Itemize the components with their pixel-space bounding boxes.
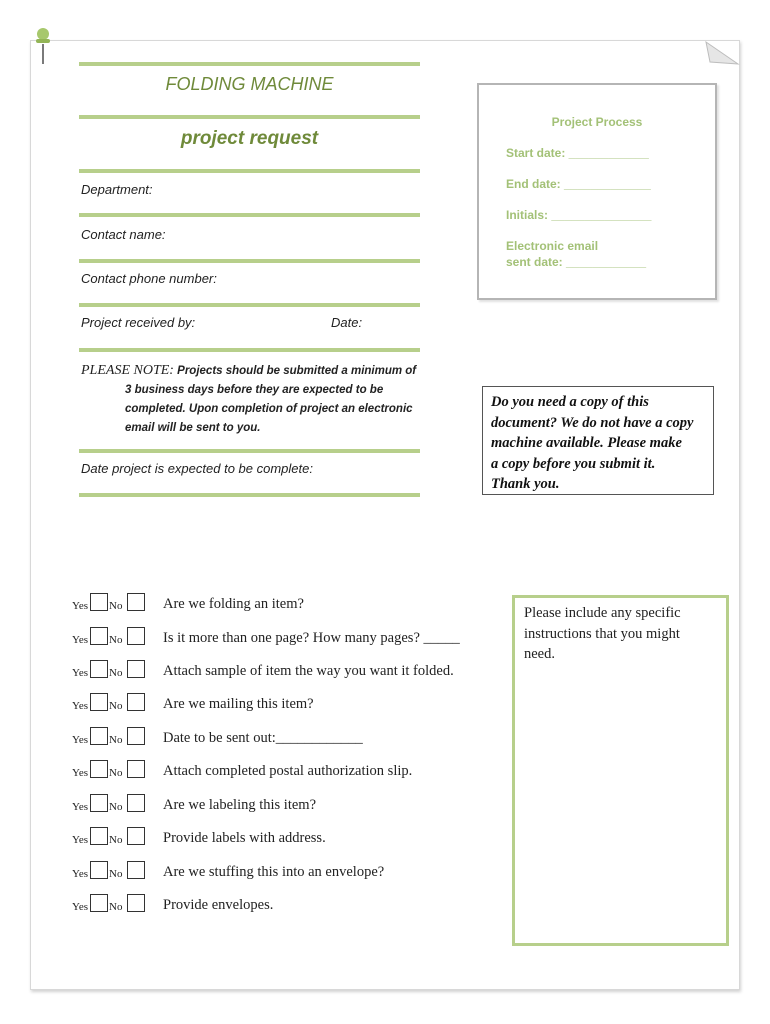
no-checkbox[interactable]	[127, 660, 145, 678]
no-checkbox[interactable]	[127, 727, 145, 745]
yes-checkbox[interactable]	[90, 627, 108, 645]
no-label: No	[109, 734, 123, 746]
divider-line	[79, 213, 420, 217]
yes-label: Yes	[72, 767, 89, 779]
copy-notice-line: Do you need a copy of this	[491, 394, 649, 410]
yes-label: Yes	[72, 667, 89, 679]
yes-checkbox[interactable]	[90, 693, 108, 711]
yes-checkbox[interactable]	[90, 794, 108, 812]
divider-line	[79, 348, 420, 352]
project-process-box	[477, 83, 717, 300]
divider-line	[79, 259, 420, 263]
yes-checkbox[interactable]	[90, 827, 108, 845]
yes-checkbox[interactable]	[90, 593, 108, 611]
no-checkbox[interactable]	[127, 627, 145, 645]
no-checkbox[interactable]	[127, 593, 145, 611]
question-text: Attach completed postal authorization slip.	[163, 763, 413, 779]
instructions-line: need.	[524, 646, 555, 662]
question-text: Are we labeling this item?	[163, 797, 317, 813]
question-row	[72, 661, 492, 685]
yes-checkbox[interactable]	[90, 861, 108, 879]
page-curl-icon	[700, 40, 740, 70]
no-checkbox[interactable]	[127, 861, 145, 879]
divider-line	[79, 449, 420, 453]
instructions-box[interactable]	[512, 595, 729, 946]
question-row	[72, 694, 492, 718]
question-row	[72, 795, 492, 819]
copy-notice-line: a copy before you submit it.	[491, 455, 656, 472]
copy-notice-line: Thank you.	[491, 476, 560, 492]
question-row	[72, 761, 492, 785]
please-note	[81, 361, 421, 438]
no-label: No	[109, 901, 123, 913]
initials-field: Initials: _______________	[506, 208, 652, 222]
no-checkbox[interactable]	[127, 827, 145, 845]
yes-checkbox[interactable]	[90, 660, 108, 678]
no-checkbox[interactable]	[127, 794, 145, 812]
divider-line	[79, 115, 420, 119]
question-text: Provide envelopes.	[163, 897, 274, 913]
no-label: No	[109, 600, 123, 612]
question-row	[72, 628, 492, 652]
expected-complete-label: Date project is expected to be complete:	[81, 461, 313, 476]
copy-notice-line: document? We do not have a copy	[491, 414, 694, 431]
contact-phone-label: Contact phone number:	[81, 271, 217, 286]
no-label: No	[109, 767, 123, 779]
no-label: No	[109, 801, 123, 813]
no-checkbox[interactable]	[127, 693, 145, 711]
instructions-line: instructions that you might	[524, 625, 680, 642]
email-sent-date-field: sent date: ____________	[506, 255, 647, 269]
divider-line	[79, 62, 420, 66]
no-label: No	[109, 667, 123, 679]
note-label: PLEASE NOTE:	[81, 363, 174, 378]
copy-notice-line: machine available. Please make	[491, 435, 682, 451]
yes-label: Yes	[72, 634, 89, 646]
question-text: Provide labels with address.	[163, 830, 326, 846]
yes-label: Yes	[72, 901, 89, 913]
question-row	[72, 895, 492, 919]
instructions-line: Please include any specific	[524, 605, 681, 621]
yes-label: Yes	[72, 868, 89, 880]
copy-notice-box	[482, 386, 714, 495]
question-text: Are we mailing this item?	[163, 696, 314, 712]
yes-label: Yes	[72, 834, 89, 846]
department-label: Department:	[81, 182, 153, 197]
project-process-title: Project Process	[551, 115, 643, 129]
note-line: email will be sent to you.	[125, 422, 261, 434]
pushpin-icon	[32, 26, 54, 66]
note-line: completed. Upon completion of project an electronic	[125, 403, 413, 415]
yes-checkbox[interactable]	[90, 727, 108, 745]
no-label: No	[109, 634, 123, 646]
no-label: No	[109, 700, 123, 712]
yes-checkbox[interactable]	[90, 894, 108, 912]
received-by-label: Project received by:	[81, 315, 196, 330]
divider-line	[79, 169, 420, 173]
no-checkbox[interactable]	[127, 760, 145, 778]
date-label: Date:	[331, 315, 363, 330]
question-text: Are we folding an item?	[163, 596, 304, 612]
form-subtitle: project request	[180, 128, 319, 149]
no-checkbox[interactable]	[127, 894, 145, 912]
form-title: FOLDING MACHINE	[165, 74, 334, 94]
yes-label: Yes	[72, 700, 89, 712]
note-line: 3 business days before they are expected to be	[125, 384, 384, 396]
question-text: Is it more than one page? How many pages? _____	[163, 630, 460, 646]
divider-line	[79, 493, 420, 497]
yes-label: Yes	[72, 600, 89, 612]
contact-name-label: Contact name:	[81, 227, 166, 242]
email-sent-label: Electronic email	[506, 239, 599, 253]
question-text: Attach sample of item the way you want it folded.	[163, 663, 454, 679]
no-label: No	[109, 868, 123, 880]
yes-checkbox[interactable]	[90, 760, 108, 778]
end-date-field: End date: _____________	[506, 177, 651, 191]
yes-label: Yes	[72, 734, 89, 746]
yes-label: Yes	[72, 801, 89, 813]
question-text: Are we stuffing this into an envelope?	[163, 864, 385, 880]
question-row	[72, 862, 492, 886]
question-row	[72, 728, 492, 752]
no-label: No	[109, 834, 123, 846]
start-date-field: Start date: ____________	[506, 146, 649, 160]
question-row	[72, 828, 492, 852]
question-row	[72, 594, 492, 618]
note-line: Projects should be submitted a minimum of	[177, 365, 417, 377]
divider-line	[79, 303, 420, 307]
question-text: Date to be sent out:____________	[163, 730, 363, 746]
